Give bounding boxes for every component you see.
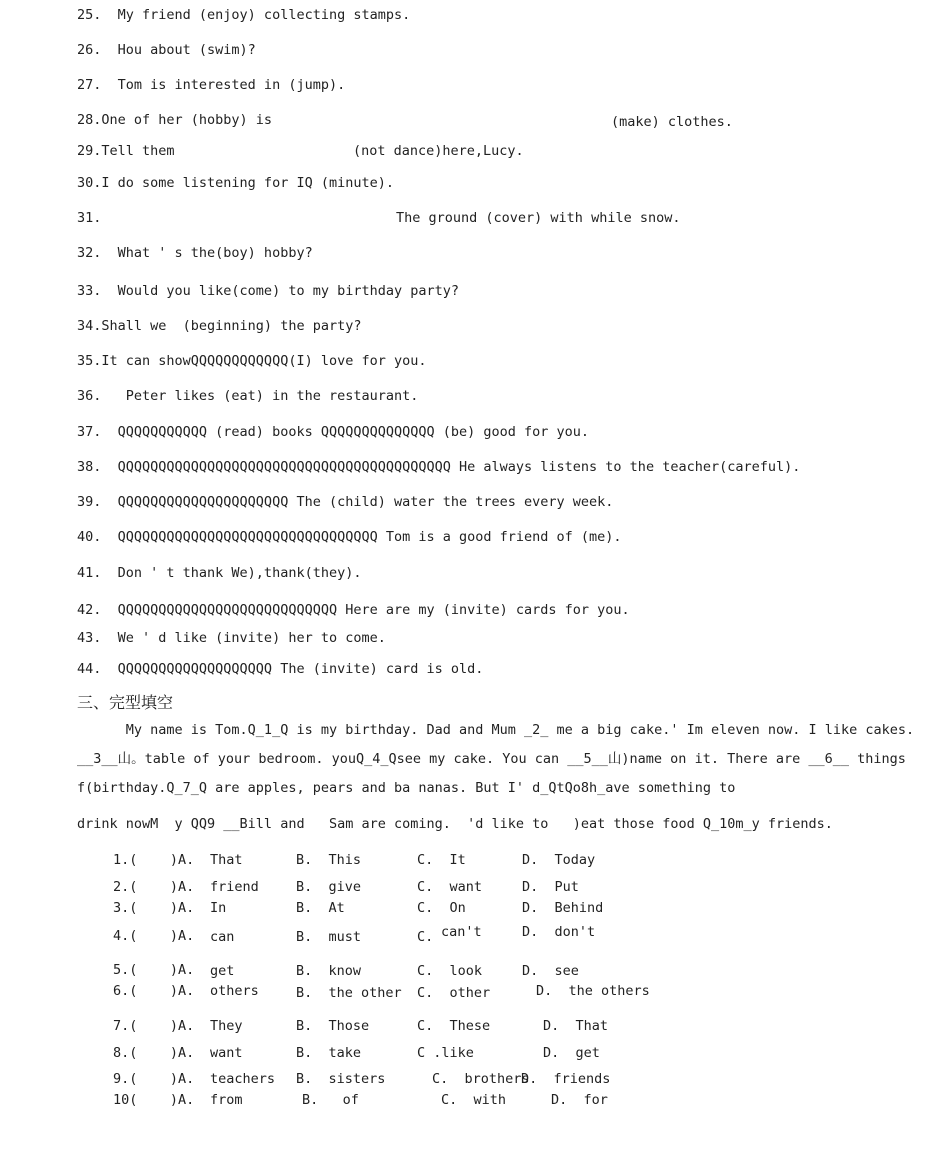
choice-1-a: That <box>210 852 243 868</box>
choice-10-c: C. with <box>441 1092 507 1108</box>
question-30: 30.I do some listening for IQ (minute). <box>77 175 394 191</box>
choice-2-d: D. Put <box>522 879 579 895</box>
question-33: 33. Would you like(come) to my birthday party? <box>77 283 460 299</box>
choice-2-number: 2.( )A. <box>113 879 195 895</box>
question-25: 25. My friend (enjoy) collecting stamps. <box>77 7 411 23</box>
choice-2-b: B. give <box>296 879 362 895</box>
choice-4-d: D. don't <box>522 924 596 940</box>
choice-10-number: 10( )A. <box>113 1092 195 1108</box>
choice-3-d: D. Behind <box>522 900 604 916</box>
passage-line-4: drink nowM y QQ9 __Bill and Sam are coming. 'd like to )eat those food Q_10m_y friends. <box>77 816 833 832</box>
question-43: 43. We ' d like (invite) her to come. <box>77 630 386 646</box>
choice-10-a: from <box>210 1092 243 1108</box>
choice-1-number: 1.( )A. <box>113 852 195 868</box>
choice-9-d: D. friends <box>521 1071 611 1087</box>
choice-2-a: friend <box>210 879 259 895</box>
question-32: 32. What ' s the(boy) hobby? <box>77 245 313 261</box>
choice-7-d: D. That <box>543 1018 609 1034</box>
choice-3-b: B. At <box>296 900 345 916</box>
choice-1-d: D. Today <box>522 852 596 868</box>
choice-7-number: 7.( )A. <box>113 1018 195 1034</box>
choice-9-a: teachers <box>210 1071 276 1087</box>
choice-2-c: C. want <box>417 879 483 895</box>
question-31-tail: The ground (cover) with while snow. <box>396 210 681 226</box>
choice-4-number: 4.( )A. <box>113 928 195 944</box>
question-29: 29.Tell them <box>77 143 175 159</box>
choice-7-b: B. Those <box>296 1018 370 1034</box>
choice-5-a: get <box>210 963 235 979</box>
choice-4-a: can <box>210 929 235 945</box>
choice-5-d: D. see <box>522 963 579 979</box>
choice-10-d: D. for <box>551 1092 608 1108</box>
choice-8-c: C .like <box>417 1045 474 1061</box>
choice-8-a: want <box>210 1045 243 1061</box>
choice-6-number: 6.( )A. <box>113 983 195 999</box>
choice-9-c: C. brothers <box>432 1071 530 1087</box>
choice-8-number: 8.( )A. <box>113 1045 195 1061</box>
question-26: 26. Hou about (swim)? <box>77 42 256 58</box>
choice-10-b: B. of <box>302 1092 359 1108</box>
question-42: 42. QQQQQQQQQQQQQQQQQQQQQQQQQQQ Here are my (invite) cards for you. <box>77 602 630 618</box>
passage-line-2: __3__山。table of your bedroom. youQ_4_Qsee my cake. You can __5__山)name on it. There are __6__ things <box>77 751 906 767</box>
choice-1-c: C. It <box>417 852 466 868</box>
question-39: 39. QQQQQQQQQQQQQQQQQQQQQ The (child) water the trees every week. <box>77 494 614 510</box>
passage-line-1: My name is Tom.Q_1_Q is my birthday. Dad and Mum _2_ me a big cake.' Im eleven now. I like cakes. <box>77 722 915 738</box>
choice-3-c: C. On <box>417 900 466 916</box>
choice-5-b: B. know <box>296 963 362 979</box>
choice-6-d: D. the others <box>536 983 650 999</box>
choice-4-c: C. <box>417 929 434 945</box>
choice-5-c: C. look <box>417 963 483 979</box>
question-38: 38. QQQQQQQQQQQQQQQQQQQQQQQQQQQQQQQQQQQQQQQQQ He always listens to the teacher(careful). <box>77 459 801 475</box>
question-44: 44. QQQQQQQQQQQQQQQQQQQ The (invite) card is old. <box>77 661 484 677</box>
section-heading: 三、完型填空 <box>77 693 174 712</box>
question-28-tail: (make) clothes. <box>611 114 733 130</box>
question-41: 41. Don ' t thank We),thank(they). <box>77 565 362 581</box>
choice-4-b: B. must <box>296 929 362 945</box>
question-35: 35.It can showQQQQQQQQQQQQ(I) love for you. <box>77 353 427 369</box>
question-36: 36. Peter likes (eat) in the restaurant. <box>77 388 419 404</box>
choice-8-d: D. get <box>543 1045 600 1061</box>
choice-7-a: They <box>210 1018 243 1034</box>
choice-3-a: In <box>210 900 227 916</box>
passage-line-3: f(birthday.Q_7_Q are apples, pears and ba nanas. But I' d_QtQo8h_ave something to <box>77 780 736 796</box>
question-34: 34.Shall we (beginning) the party? <box>77 318 362 334</box>
question-27: 27. Tom is interested in (jump). <box>77 77 346 93</box>
choice-9-b: B. sisters <box>296 1071 386 1087</box>
choice-4-c-text: can't <box>441 924 482 940</box>
question-31: 31. <box>77 210 102 226</box>
question-28: 28.One of her (hobby) is <box>77 112 273 128</box>
choice-9-number: 9.( )A. <box>113 1071 195 1087</box>
choice-6-b: B. the other <box>296 985 402 1001</box>
question-40: 40. QQQQQQQQQQQQQQQQQQQQQQQQQQQQQQQQ Tom is a good friend of (me). <box>77 529 622 545</box>
choice-5-number: 5.( )A. <box>113 962 195 978</box>
question-37: 37. QQQQQQQQQQQ (read) books QQQQQQQQQQQQQQ (be) good for you. <box>77 424 590 440</box>
choice-8-b: B. take <box>296 1045 362 1061</box>
question-29-tail: (not dance)here,Lucy. <box>353 143 524 159</box>
choice-6-c: C. other <box>417 985 491 1001</box>
choice-3-number: 3.( )A. <box>113 900 195 916</box>
choice-1-b: B. This <box>296 852 362 868</box>
choice-6-a: others <box>210 983 259 999</box>
choice-7-c: C. These <box>417 1018 491 1034</box>
